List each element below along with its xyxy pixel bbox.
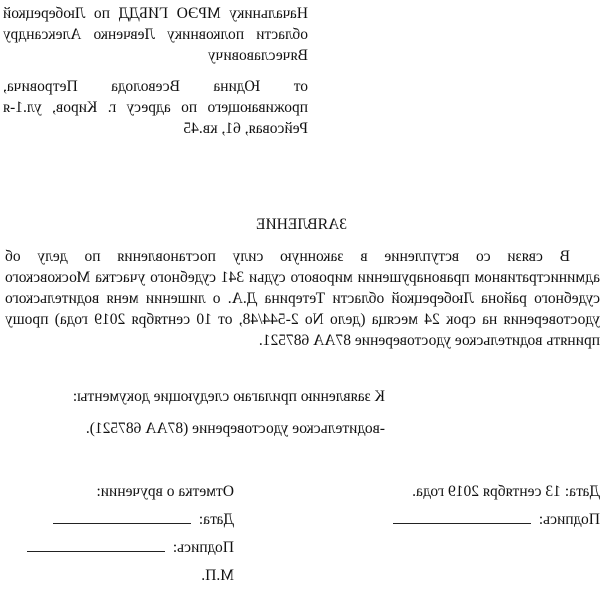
sender: от Юдина Всеволода Петровича, проживающего по адресу г. Киров, ул.1-я Рейсовая, 61, кв.45 — [3, 78, 308, 137]
receipt-date-row — [27, 509, 234, 537]
signature-label: Подпись: — [172, 539, 234, 556]
applicant-signature-row — [393, 509, 600, 537]
header-block — [3, 3, 308, 149]
date-line — [53, 509, 191, 524]
addressee: Начальнику МРЭО ГИБДД по Люберецкой области полковнику Левченко Александру Вячеславовичу — [3, 5, 308, 64]
receipt-signature-row — [27, 537, 234, 565]
signature-label: Подпись: — [538, 511, 600, 528]
signature-line — [27, 537, 165, 552]
stamp-label: М.П. — [201, 567, 234, 584]
receipt-mark-block — [27, 481, 234, 593]
date-label: Дата: — [198, 511, 234, 528]
applicant-signature-block — [393, 481, 600, 537]
body-text — [5, 246, 600, 351]
attachments-intro: К заявлению прилагаю следующие документы: — [72, 388, 385, 405]
document-title: ЗАЯВЛЕНИЕ — [256, 216, 347, 233]
body-paragraph: В связи со вступление в законную силу постановления по делу об административном правонарушении мирового судьи 341 судебного участка Московского судебного района Люберецкой области Тетерина Д.А. о лишении меня водительского удостоверения на срок 24 месяца (дело No 2-544/48, от 10 сентября 2019 года) прошу принять водительское удостоверение 87АА 687521. — [5, 248, 600, 349]
attachment-item: -водительское удостоверение (87АА 687521). — [85, 420, 385, 437]
attachments — [73, 386, 385, 450]
applicant-date: Дата: 13 сентября 2019 года. — [412, 483, 600, 500]
signature-line — [393, 509, 531, 524]
receipt-mark-label: Отметка о вручении: — [96, 483, 234, 500]
